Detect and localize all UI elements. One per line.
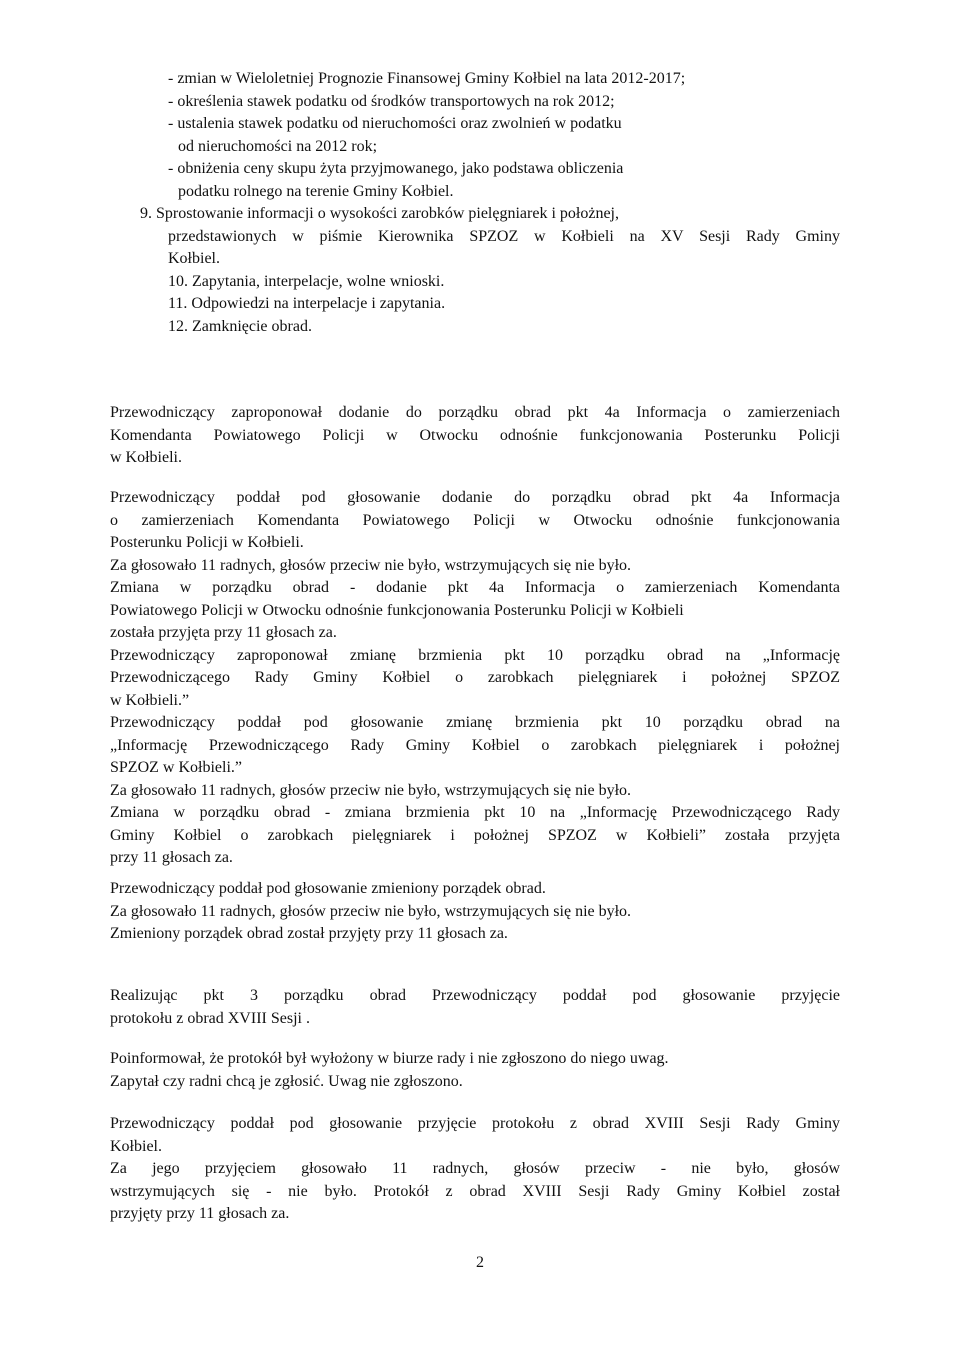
text-line: protokołu z obrad XVIII Sesji . (110, 1009, 310, 1027)
paragraph-point-3 (110, 985, 840, 1030)
text-line: SPZOZ w Kołbieli.” (110, 759, 242, 776)
text-line: Poinformował, że protokół był wyłożony w biurze rady i nie zgłoszono do niego uwag. (110, 1050, 669, 1067)
text-line: wstrzymujących się - nie było. Protokół z obrad XVIII Sesji Rady Gminy Kołbiel został (110, 1182, 840, 1200)
text-line: Za głosowało 11 radnych, głosów przeciw nie było, wstrzymujących się nie było. (110, 902, 632, 920)
paragraph-changed-agenda-vote (110, 878, 840, 946)
text-line: Przewodniczącego Rady Gminy Kołbiel o zarobkach pielęgniarek i położnej SPZOZ (110, 669, 840, 686)
agenda-line: 11. Odpowiedzi na interpelacje i zapytania. (168, 295, 446, 312)
agenda-line: od nieruchomości na 2012 rok; (178, 137, 378, 155)
agenda-line: - obniżenia ceny skupu żyta przyjmowanego, jako podstawa obliczenia (168, 160, 624, 177)
text-line: Zapytał czy radni chcą je zgłosić. Uwag nie zgłoszono. (110, 1072, 463, 1090)
text-line: Zmiana w porządku obrad - dodanie pkt 4a Informacja o zamierzeniach Komendanta (110, 579, 840, 596)
text-line: Przewodniczący zaproponował dodanie do porządku obrad pkt 4a Informacja o zamierzeniach (110, 404, 840, 421)
text-line: w Kołbieli.” (110, 691, 190, 709)
text-line: Posterunku Policji w Kołbieli. (110, 534, 304, 551)
text-line: Komendanta Powiatowego Policji w Otwocku odnośnie funkcjonowania Posterunku Policji (110, 426, 840, 444)
agenda-line: 10. Zapytania, interpelacje, wolne wnioski. (168, 272, 445, 290)
text-line: Przewodniczący poddał pod głosowanie zmianę brzmienia pkt 10 porządku obrad na (110, 714, 840, 731)
text-line: Realizując pkt 3 porządku obrad Przewodniczący poddał pod głosowanie przyjęcie (110, 987, 840, 1004)
text-line: Zmiana w porządku obrad - zmiana brzmienia pkt 10 na „Informację Przewodniczącego Rady (110, 804, 840, 821)
text-line: Za głosowało 11 radnych, głosów przeciw nie było, wstrzymujących się nie było. (110, 556, 632, 574)
agenda-line: podatku rolnego na terenie Gminy Kołbiel. (178, 182, 454, 200)
agenda-line: przedstawionych w piśmie Kierownika SPZOZ w Kołbieli na XV Sesji Rady Gminy (168, 227, 840, 245)
text-line: została przyjęta przy 11 głosach za. (110, 624, 337, 641)
agenda-line: 9. Sprostowanie informacji o wysokości zarobków pielęgniarek i położnej, (140, 205, 619, 222)
paragraph-police-proposal (110, 402, 840, 470)
agenda-list (140, 68, 840, 338)
agenda-line: - ustalenia stawek podatku od nieruchomości oraz zwolnień w podatku (168, 115, 622, 132)
text-line: Gminy Kołbiel o zarobkach pielęgniarek i położnej SPZOZ w Kołbieli” została przyjęta (110, 826, 840, 844)
text-line: Powiatowego Policji w Otwocku odnośnie funkcjonowania Posterunku Policji w Kołbieli (110, 601, 684, 619)
agenda-line: 12. Zamknięcie obrad. (168, 317, 312, 335)
text-line: Za jego przyjęciem głosowało 11 radnych, głosów przeciw - nie było, głosów (110, 1160, 840, 1177)
text-line: przy 11 głosach za. (110, 849, 233, 866)
text-line: Zmieniony porządek obrad został przyjęty przy 11 głosach za. (110, 925, 508, 942)
text-line: Za głosowało 11 radnych, głosów przeciw nie było, wstrzymujących się nie było. (110, 781, 632, 799)
text-line: Kołbiel. (110, 1137, 162, 1155)
agenda-line: - zmian w Wieloletniej Prognozie Finansowej Gminy Kołbiel na lata 2012-2017; (168, 70, 686, 87)
text-line: Przewodniczący zaproponował zmianę brzmienia pkt 10 porządku obrad na „Informację (110, 646, 840, 664)
paragraph-protocol-info (110, 1048, 840, 1093)
text-line: Przewodniczący poddał pod głosowanie przyjęcie protokołu z obrad XVIII Sesji Rady Gminy (110, 1115, 840, 1132)
text-line: przyjęty przy 11 głosach za. (110, 1205, 290, 1222)
text-line: Przewodniczący poddał pod głosowanie zmieniony porządek obrad. (110, 880, 546, 897)
agenda-line: - określenia stawek podatku od środków transportowych na rok 2012; (168, 92, 615, 110)
text-line: o zamierzeniach Komendanta Powiatowego Policji w Otwocku odnośnie funkcjonowania (110, 511, 840, 529)
page-number: 2 (476, 1254, 484, 1271)
paragraph-votes-agenda (110, 487, 840, 870)
text-line: „Informację Przewodniczącego Rady Gminy Kołbiel o zarobkach pielęgniarek i położnej (110, 736, 840, 754)
text-line: Przewodniczący poddał pod głosowanie dodanie do porządku obrad pkt 4a Informacja (110, 489, 840, 506)
text-line: w Kołbieli. (110, 449, 182, 466)
agenda-line: Kołbiel. (168, 250, 220, 267)
paragraph-protocol-vote (110, 1113, 840, 1226)
